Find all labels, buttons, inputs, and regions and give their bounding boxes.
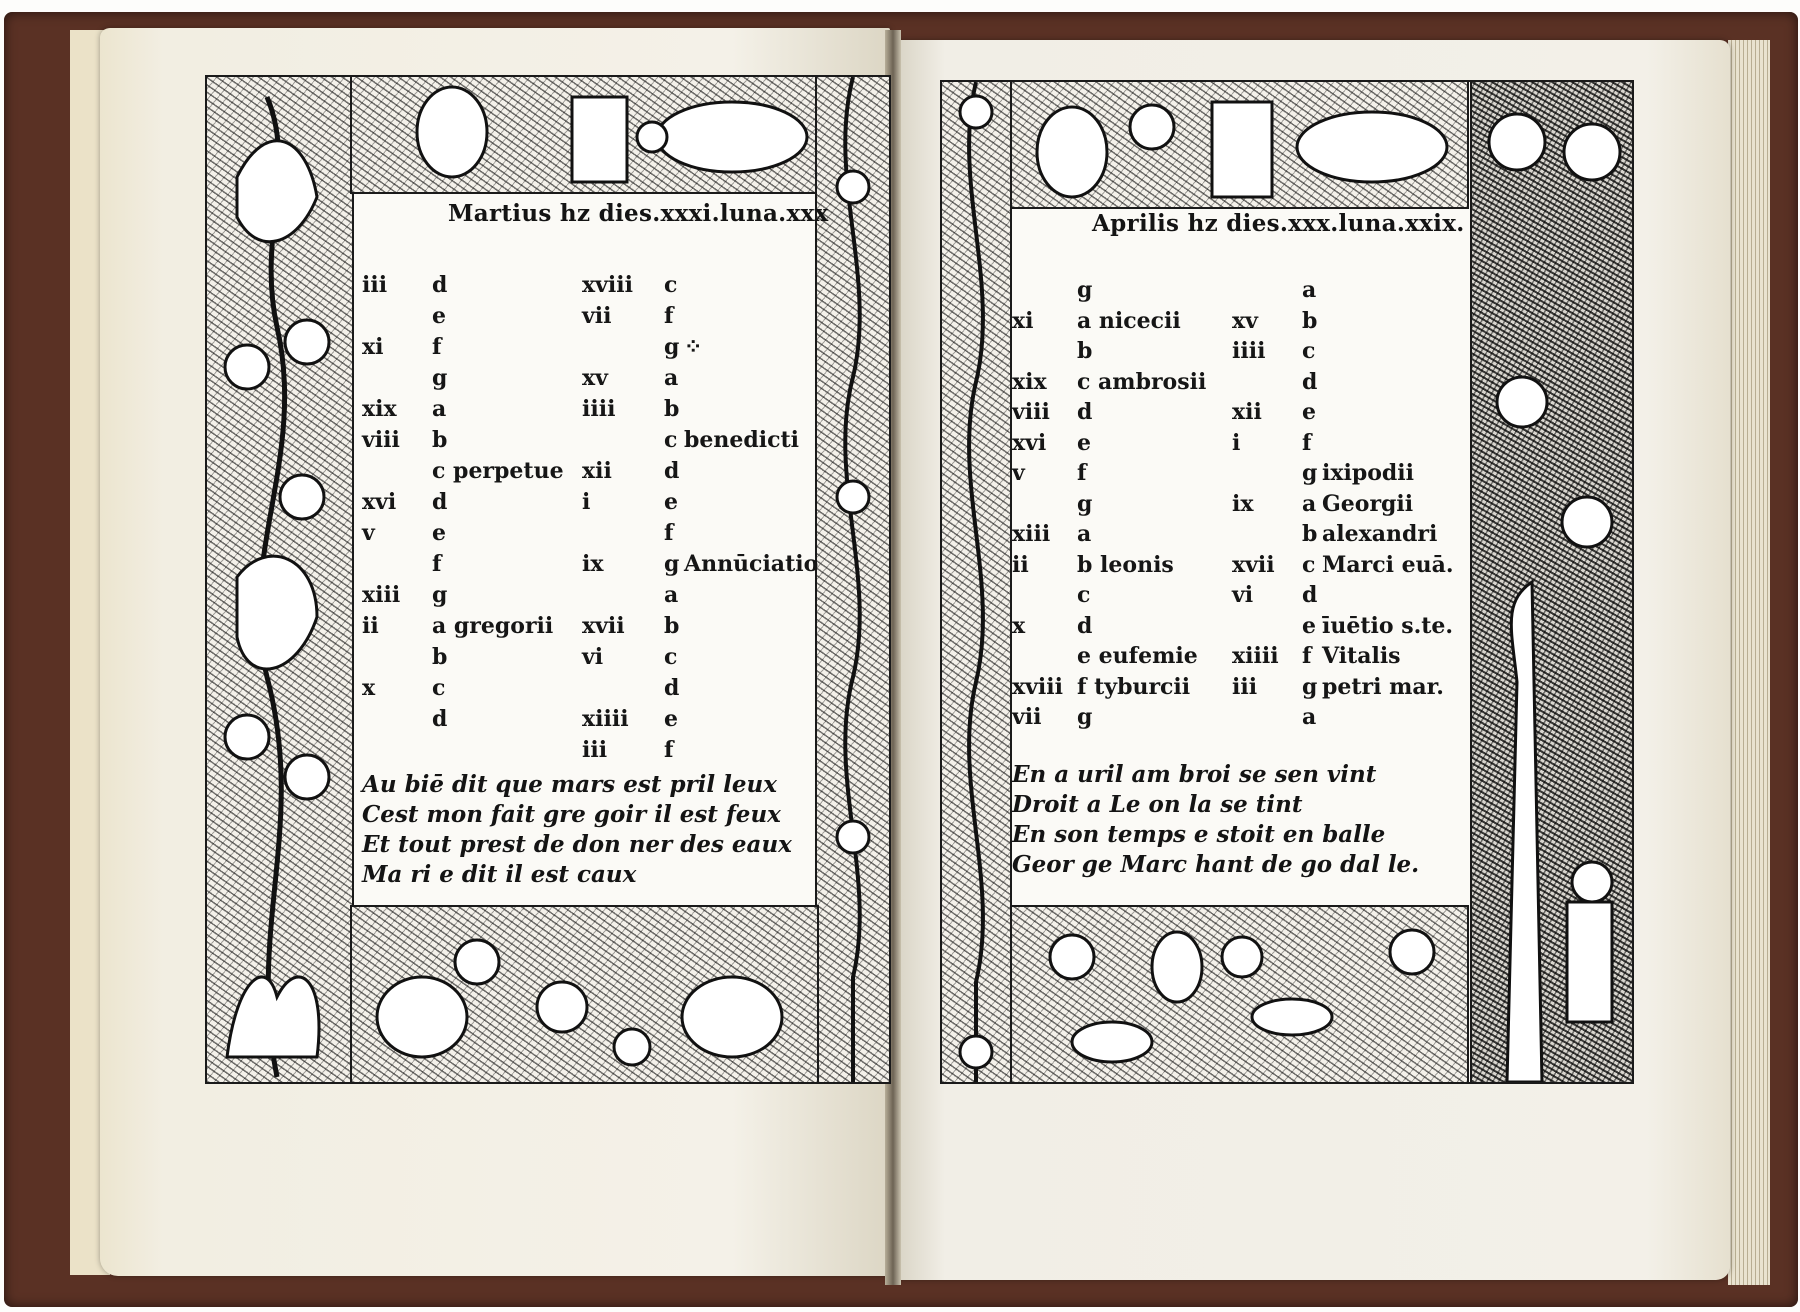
calendar-cell-golden2: ix — [582, 551, 604, 577]
calendar-cell-letter: c — [432, 675, 446, 701]
calendar-cell-letter2: c — [1302, 338, 1316, 364]
calendar-cell-letter: g — [432, 365, 448, 391]
calendar-cell-golden: ii — [1012, 551, 1029, 578]
page-edges — [1728, 40, 1770, 1285]
calendar-cell-letter: d — [432, 489, 448, 515]
verse-line: Au biē dit que mars est pril leux — [362, 771, 777, 798]
verse-line: Ma ri e dit il est caux — [362, 861, 637, 888]
calendar-cell-saint: alexandri — [1322, 521, 1438, 547]
calendar-cell-letter2: g — [664, 551, 680, 577]
calendar-cell-letter2: a — [1302, 277, 1317, 303]
right-page-title: Aprilis hz dies.xxx.luna.xxix. — [1092, 210, 1465, 237]
calendar-cell-letter2: b — [1302, 307, 1318, 334]
calendar-cell-letter: c perpetue — [432, 458, 564, 484]
calendar-cell-golden2: iiii — [1232, 338, 1266, 364]
calendar-cell-letter2: a — [664, 582, 679, 608]
calendar-cell-letter: g — [1077, 704, 1093, 730]
calendar-cell-letter2: g — [1302, 673, 1318, 700]
calendar-cell-saint: ⁘ — [684, 334, 703, 360]
calendar-cell-golden: ii — [362, 613, 379, 639]
calendar-cell-letter2: e — [1302, 399, 1316, 425]
calendar-cell-letter: e — [1077, 429, 1091, 456]
calendar-cell-letter2: d — [664, 458, 680, 484]
calendar-cell-golden2: vi — [1232, 582, 1254, 608]
calendar-cell-golden: xi — [362, 334, 384, 360]
calendar-cell-letter2: e — [664, 489, 678, 515]
calendar-cell-golden2: xii — [582, 458, 612, 484]
calendar-cell-golden2: xiiii — [582, 706, 629, 732]
calendar-cell-letter2: f — [664, 303, 674, 329]
top-woodcut-bull — [1010, 80, 1469, 209]
verse-line: En a uril am broi se sen vint — [1012, 761, 1377, 788]
calendar-cell-letter: f — [432, 551, 442, 577]
calendar-cell-golden: xvi — [1012, 429, 1047, 456]
calendar-cell-golden2: xv — [1232, 307, 1258, 334]
calendar-cell-golden: viii — [1012, 399, 1050, 425]
calendar-cell-saint: Annūciatio — [684, 551, 819, 577]
calendar-cell-golden2: vi — [582, 644, 604, 670]
calendar-cell-saint: īuētio s.te. — [1322, 612, 1454, 639]
calendar-cell-golden: xvi — [362, 489, 397, 515]
calendar-cell-letter2: b — [1302, 521, 1318, 547]
calendar-cell-letter2: a — [664, 365, 679, 391]
calendar-cell-golden: xi — [1012, 307, 1034, 334]
calendar-cell-letter2: a — [1302, 490, 1317, 517]
calendar-cell-letter: d — [1077, 612, 1093, 639]
calendar-cell-saint: benedicti — [684, 427, 800, 453]
calendar-cell-golden2: xv — [582, 365, 608, 391]
calendar-cell-letter: f — [1077, 460, 1087, 486]
calendar-cell-letter2: d — [664, 675, 680, 701]
calendar-cell-golden: iii — [362, 272, 388, 298]
calendar-cell-letter: a gregorii — [432, 613, 554, 639]
verse-line: Geor ge Marc hant de go dal le. — [1012, 851, 1420, 878]
calendar-cell-saint: ixipodii — [1322, 460, 1414, 486]
verse-line: Et tout prest de don ner des eaux — [362, 831, 792, 858]
top-woodcut-ram — [350, 75, 829, 194]
verse-line: Droit a Le on la se tint — [1012, 791, 1303, 818]
bottom-woodcut-animals — [1010, 905, 1469, 1084]
calendar-cell-golden: xix — [362, 396, 397, 422]
bull-illustration — [1012, 82, 1467, 207]
calendar-cell-saint: Marci euā. — [1322, 551, 1454, 578]
calendar-cell-letter: g — [432, 582, 448, 608]
left-verse — [362, 770, 792, 890]
calendar-cell-letter: e — [432, 520, 446, 546]
calendar-cell-letter: d — [1077, 399, 1093, 425]
left-inner-border-woodcut — [940, 80, 1012, 1084]
calendar-cell-golden2: xii — [1232, 399, 1262, 425]
bottom-woodcut-monkeys — [350, 905, 819, 1084]
calendar-cell-letter2: b — [664, 613, 680, 639]
calendar-cell-letter: b leonis — [1077, 551, 1174, 578]
calendar-cell-letter: a — [432, 396, 447, 422]
calendar-cell-letter: d — [432, 706, 448, 732]
calendar-cell-saint: Georgii — [1322, 490, 1414, 517]
calendar-cell-saint: Vitalis — [1322, 643, 1401, 669]
calendar-cell-letter: b — [432, 427, 448, 453]
calendar-cell-golden: xiii — [362, 582, 401, 608]
calendar-cell-golden2: iiii — [582, 396, 616, 422]
calendar-cell-golden2: xiiii — [1232, 643, 1279, 669]
calendar-cell-letter: f tyburcii — [1077, 673, 1191, 700]
calendar-cell-letter2: f — [1302, 643, 1312, 669]
calendar-cell-letter2: c — [1302, 551, 1316, 578]
calendar-cell-letter: b — [1077, 338, 1093, 364]
calendar-cell-golden: x — [1012, 612, 1026, 639]
calendar-cell-golden2: i — [582, 489, 591, 515]
calendar-cell-letter2: d — [1302, 368, 1318, 395]
calendar-cell-letter: a — [1077, 521, 1092, 547]
calendar-cell-letter2: e — [664, 706, 678, 732]
tree-man-illustration — [1472, 82, 1632, 1082]
calendar-cell-golden: xiii — [1012, 521, 1051, 547]
calendar-cell-letter2: c — [664, 644, 678, 670]
vine-illustration — [207, 77, 352, 1082]
calendar-cell-letter: d — [432, 272, 448, 298]
calendar-cell-letter2: e — [1302, 612, 1316, 639]
calendar-cell-letter2: f — [664, 520, 674, 546]
calendar-cell-golden: xviii — [1012, 673, 1063, 700]
calendar-cell-golden2: i — [1232, 429, 1241, 456]
verse-line: Cest mon fait gre goir il est feux — [362, 801, 781, 828]
left-page-title: Martius hz dies.xxxi.luna.xxx — [448, 200, 829, 227]
calendar-cell-saint: petri mar. — [1322, 673, 1444, 700]
calendar-cell-letter: f — [432, 334, 442, 360]
calendar-cell-golden2: xvii — [1232, 551, 1275, 578]
calendar-cell-letter: c — [1077, 582, 1091, 608]
left-border-woodcut — [205, 75, 354, 1084]
calendar-cell-letter: a nicecii — [1077, 307, 1181, 334]
calendar-cell-letter: e eufemie — [1077, 643, 1198, 669]
calendar-cell-golden2: xvii — [582, 613, 625, 639]
calendar-cell-letter: g — [1077, 277, 1093, 303]
calendar-cell-golden: x — [362, 675, 376, 701]
calendar-cell-golden2: iii — [1232, 673, 1258, 700]
calendar-cell-golden: v — [1012, 460, 1025, 486]
ram-illustration — [352, 77, 827, 192]
calendar-cell-golden2: vii — [582, 303, 612, 329]
calendar-cell-golden2: ix — [1232, 490, 1254, 517]
calendar-cell-golden2: iii — [582, 737, 608, 763]
calendar-cell-letter: g — [1077, 490, 1093, 517]
calendar-cell-letter2: f — [1302, 429, 1312, 456]
calendar-cell-letter2: f — [664, 737, 674, 763]
calendar-cell-letter: e — [432, 303, 446, 329]
verse-line: En son temps e stoit en balle — [1012, 821, 1386, 848]
animals-illustration — [1012, 907, 1467, 1082]
right-verse — [1012, 760, 1419, 880]
calendar-cell-golden: xix — [1012, 368, 1047, 395]
calendar-cell-golden: v — [362, 520, 375, 546]
calendar-cell-golden2: xviii — [582, 272, 633, 298]
calendar-cell-letter2: d — [1302, 582, 1318, 608]
calendar-cell-letter2: g — [1302, 460, 1318, 486]
calendar-cell-golden: vii — [1012, 704, 1042, 730]
calendar-cell-letter2: g — [664, 334, 680, 360]
calendar-cell-letter: b — [432, 644, 448, 670]
calendar-cell-letter: c ambrosii — [1077, 368, 1207, 395]
right-border-woodcut — [1470, 80, 1634, 1084]
calendar-cell-golden: viii — [362, 427, 400, 453]
monkeys-illustration — [352, 907, 817, 1082]
calendar-cell-letter2: c — [664, 427, 678, 453]
calendar-cell-letter2: c — [664, 272, 678, 298]
calendar-cell-letter2: b — [664, 396, 680, 422]
calendar-cell-letter2: a — [1302, 704, 1317, 730]
